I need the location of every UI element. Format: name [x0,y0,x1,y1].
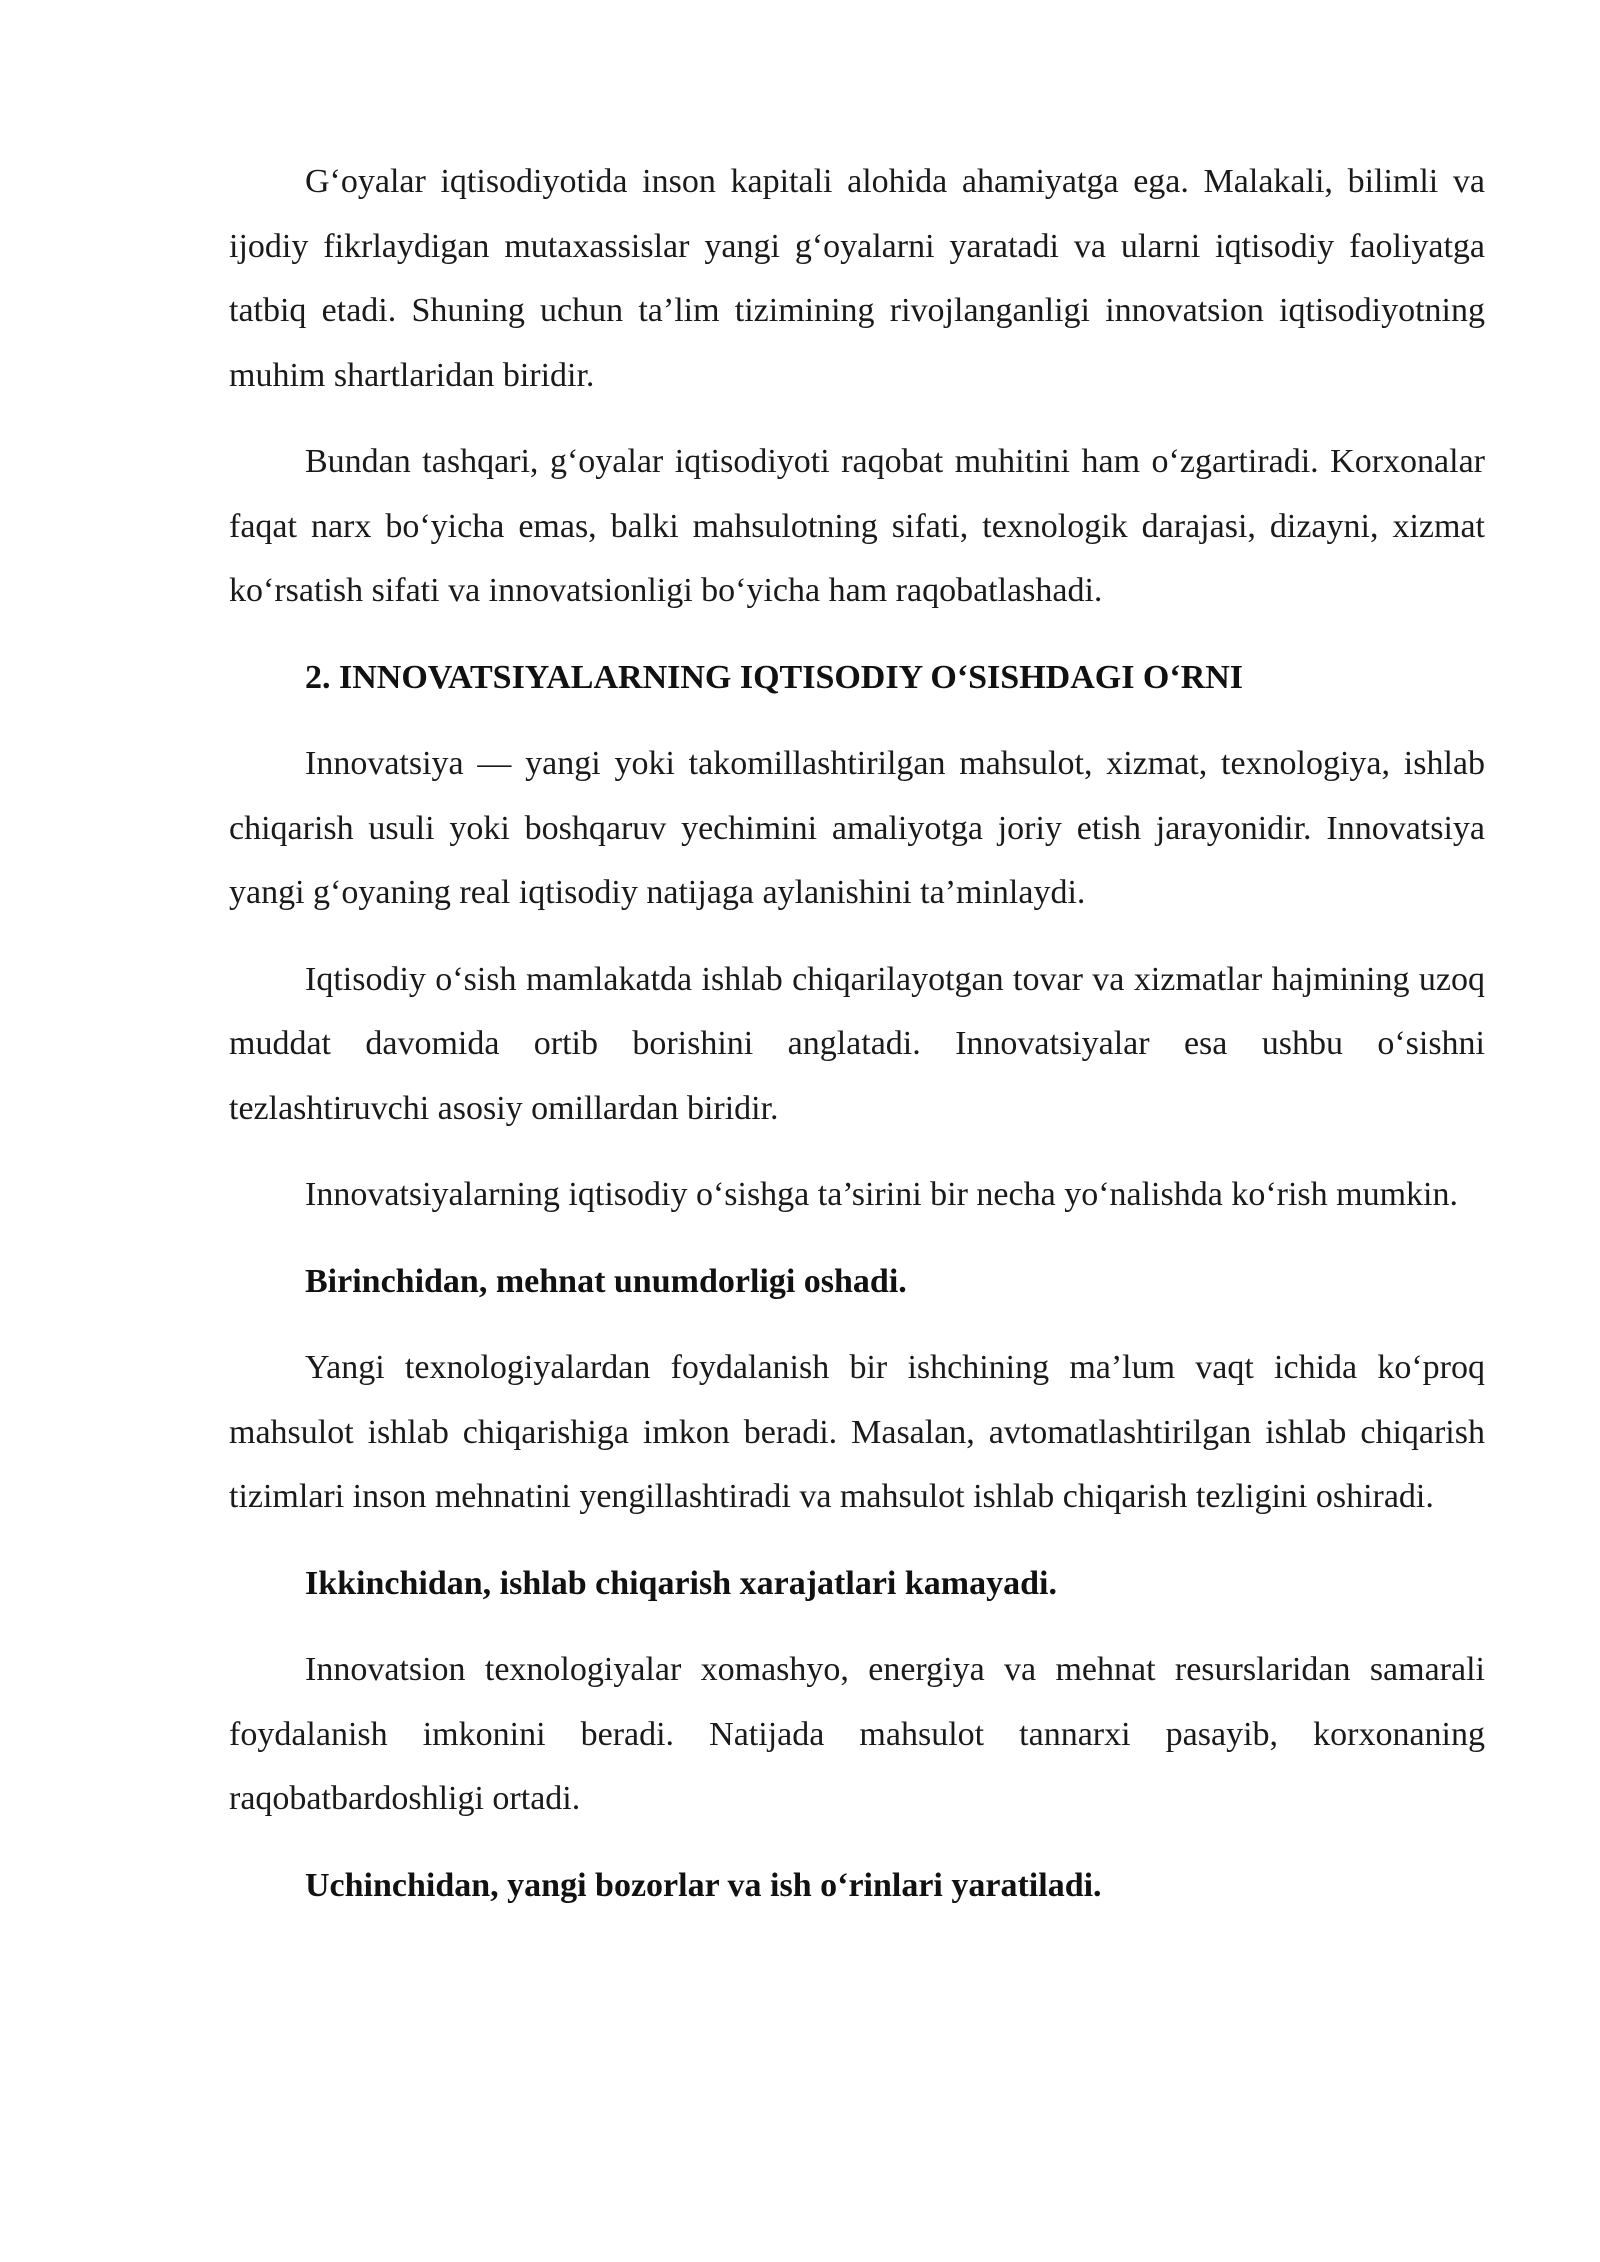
paragraph-directions: Innovatsiyalarning iqtisodiy o‘sishga ta’sirini bir necha yo‘nalishda ko‘rish mumkin. [305,1176,1458,1213]
paragraph-innovation-definition: Innovatsiya — yangi yoki takomillashtirilgan mahsulot, xizmat, texnologiya, ishlab chiqarish usuli yoki boshqaruv yechimini amaliyotga joriy etish jarayonidir. Innovatsiya yangi g‘oyaning real iqtisodiy natijaga aylanishini ta’minlaydi. [229,745,1485,911]
paragraph-human-capital: G‘oyalar iqtisodiyotida inson kapitali alohida ahamiyatga ega. Malakali, bilimli va ijodiy fikrlaydigan mutaxassislar yangi g‘oyalarni yaratadi va ularni iqtisodiy faoliyatga tatbiq etadi. Shuning uchun ta’lim tizimining rivojlanganligi innovatsion iqtisodiyotning muhim shartlaridan biridir. [229,163,1485,394]
paragraph-competition: Bundan tashqari, g‘oyalar iqtisodiyoti raqobat muhitini ham o‘zgartiradi. Korxonalar faqat narx bo‘yicha emas, balki mahsulotning sifati, texnologik darajasi, dizayni, xizmat ko‘rsatish sifati va innovatsionligi bo‘yicha ham raqobatlashadi. [229,443,1485,609]
document-page [229,150,1485,1918]
subheading-second: Ikkinchidan, ishlab chiqarish xarajatlari kamayadi. [305,1564,1057,1602]
paragraph-productivity: Yangi texnologiyalardan foydalanish bir ishchining ma’lum vaqt ichida ko‘proq mahsulot ishlab chiqarishiga imkon beradi. Masalan, avtomatlashtirilgan ishlab chiqarish tizimlari inson mehnatini yengillashtiradi va mahsulot ishlab chiqarish tezligini oshiradi. [229,1349,1485,1515]
paragraph-economic-growth: Iqtisodiy o‘sish mamlakatda ishlab chiqarilayotgan tovar va xizmatlar hajmining uzoq muddat davomida ortib borishini anglatadi. Innovatsiyalar esa ushbu o‘sishni tezlashtiruvchi asosiy omillardan biridir. [229,960,1485,1127]
section-heading: 2. INNOVATSIYALARNING IQTISODIY O‘SISHDAGI O‘RNI [305,658,1244,696]
subheading-third: Uchinchidan, yangi bozorlar va ish o‘rinlari yaratiladi. [305,1866,1102,1904]
paragraph-costs: Innovatsion texnologiyalar xomashyo, energiya va mehnat resurslaridan samarali foydalanish imkonini beradi. Natijada mahsulot tannarxi pasayib, korxonaning raqobatbardoshligi ortadi. [229,1651,1485,1817]
subheading-first: Birinchidan, mehnat unumdorligi oshadi. [305,1262,907,1300]
